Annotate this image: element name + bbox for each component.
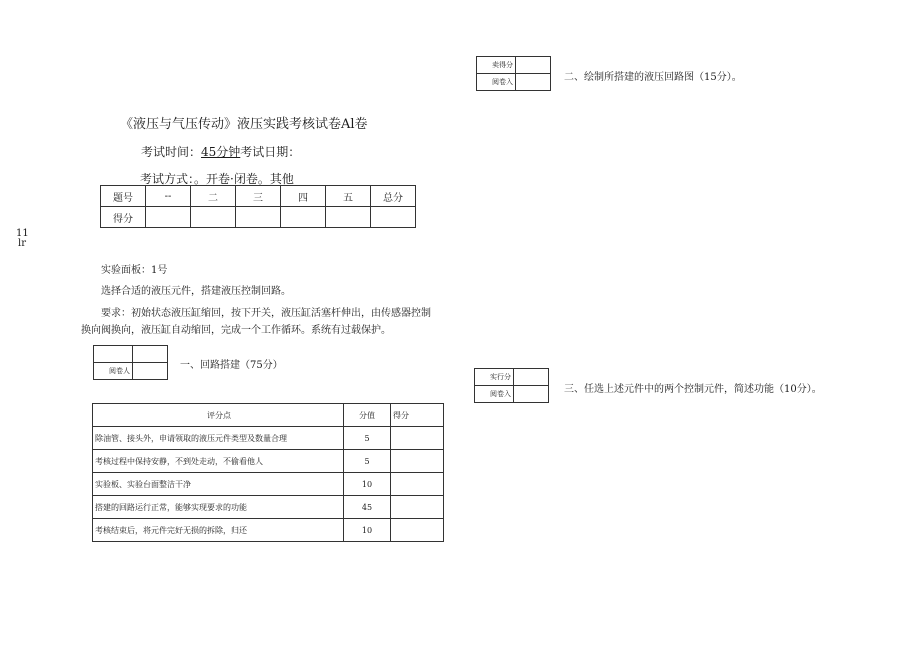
margin-mark-2: lr xyxy=(18,238,26,249)
summary-cell: 五 xyxy=(326,186,371,207)
exam-date-label: 考试日期： xyxy=(240,145,301,159)
grading-row xyxy=(93,519,444,542)
box-reviewer-field[interactable] xyxy=(516,74,551,91)
grading-item: 搭建的回路运行正常，能够实现要求的功能 xyxy=(93,496,344,519)
grading-table xyxy=(92,403,444,542)
margin-mark-1: 11 xyxy=(16,228,29,239)
exam-time-label: 考试时间： xyxy=(141,145,202,159)
grading-score: 5 xyxy=(344,450,391,473)
section-3-title: 三、任选上述元件中的两个控制元件，简述功能（10分）。 xyxy=(564,384,822,395)
grading-row xyxy=(93,473,444,496)
summary-score-field[interactable] xyxy=(281,207,326,228)
box-label: 阅卷入 xyxy=(477,74,516,91)
box-label: 实行分 xyxy=(475,369,514,386)
grading-score: 5 xyxy=(344,427,391,450)
instruction-text: 选择合适的液压元件，搭建液压控制回路。 xyxy=(101,286,291,297)
grading-item: 除油管、接头外，申请领取的液压元件类型及数量合理 xyxy=(93,427,344,450)
summary-score-field[interactable] xyxy=(326,207,371,228)
box-score-field[interactable] xyxy=(516,57,551,74)
summary-row-score xyxy=(101,207,416,228)
grading-got-field[interactable] xyxy=(391,496,444,519)
grading-got-field[interactable] xyxy=(391,519,444,542)
summary-score-field[interactable] xyxy=(191,207,236,228)
exam-time-value: 45分钟 xyxy=(201,145,241,159)
grading-header: 分值 xyxy=(344,404,391,427)
box-reviewer-field[interactable] xyxy=(133,363,168,380)
box-label: 阅卷人 xyxy=(94,363,133,380)
box-reviewer-field[interactable] xyxy=(514,386,549,403)
exam-mode: 考试方式：。开卷·闭卷。其他 xyxy=(140,172,294,186)
grading-got-field[interactable] xyxy=(391,450,444,473)
grading-score: 45 xyxy=(344,496,391,519)
summary-cell: 得分 xyxy=(101,207,146,228)
box-label: 卖得分 xyxy=(477,57,516,74)
grading-score: 10 xyxy=(344,519,391,542)
grading-got-field[interactable] xyxy=(391,473,444,496)
grading-item: 考核过程中保持安静，不到处走动，不偷看他人 xyxy=(93,450,344,473)
summary-cell: -- xyxy=(146,186,191,207)
exam-time-line xyxy=(141,143,300,160)
summary-cell: 三 xyxy=(236,186,281,207)
exam-title: 《液压与气压传动》液压实践考核试卷Al卷 xyxy=(120,117,368,132)
grading-row xyxy=(93,450,444,473)
reviewer-box-3 xyxy=(474,368,549,403)
summary-score-field[interactable] xyxy=(146,207,191,228)
summary-row-question xyxy=(101,186,416,207)
panel-number: 实验面板：1号 xyxy=(101,265,168,276)
score-summary-table xyxy=(100,185,416,228)
summary-cell: 四 xyxy=(281,186,326,207)
grading-item: 实验板、实验台面整洁干净 xyxy=(93,473,344,496)
summary-cell: 总分 xyxy=(371,186,416,207)
reviewer-box-2 xyxy=(476,56,551,91)
box-label xyxy=(94,346,133,363)
section-2-title: 二、绘制所搭建的液压回路图（15分）。 xyxy=(564,72,742,83)
summary-cell: 二 xyxy=(191,186,236,207)
grading-got-field[interactable] xyxy=(391,427,444,450)
grading-item: 考核结束后，将元件完好无损的拆除，归还 xyxy=(93,519,344,542)
grading-header: 得分 xyxy=(391,404,444,427)
grading-row xyxy=(93,496,444,519)
reviewer-box-1 xyxy=(93,345,168,380)
summary-cell: 题号 xyxy=(101,186,146,207)
summary-score-field[interactable] xyxy=(371,207,416,228)
grading-header: 评分点 xyxy=(93,404,344,427)
box-label: 阅卷入 xyxy=(475,386,514,403)
requirement-line-1: 要求：初始状态液压缸缩回，按下开关，液压缸活塞杆伸出，由传感器控制 xyxy=(101,308,431,319)
box-score-field[interactable] xyxy=(514,369,549,386)
grading-row xyxy=(93,427,444,450)
grading-score: 10 xyxy=(344,473,391,496)
summary-score-field[interactable] xyxy=(236,207,281,228)
requirement-line-2: 换向阀换向，液压缸自动缩回，完成一个工作循环。系统有过载保护。 xyxy=(81,325,391,336)
grading-header-row xyxy=(93,404,444,427)
box-score-field[interactable] xyxy=(133,346,168,363)
section-1-title: 一、回路搭建（75分） xyxy=(180,360,283,371)
